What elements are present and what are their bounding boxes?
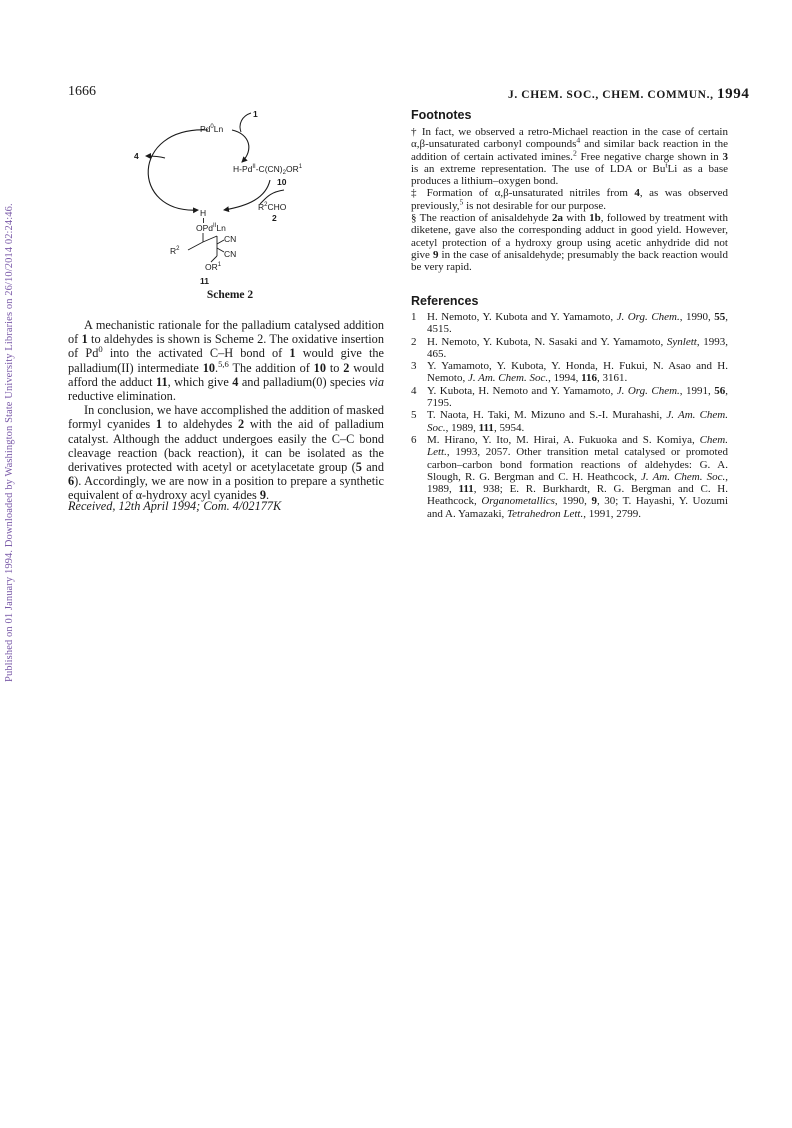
adduct-opd-label: OPd$^{II}$Ln [196, 223, 226, 233]
footnotes-list [411, 126, 728, 274]
adduct-h-label: H [200, 208, 207, 218]
download-notice: Published on 01 January 1994. Downloaded by Washington State University Libraries on 26/10/2014 02:24:46. [4, 203, 15, 682]
adduct-11-number: 11 [200, 276, 209, 286]
reagent-1-arrow [240, 113, 251, 132]
intermediate-10-label: $H-Pd^{II}-C(CN)_2OR^1$ [233, 164, 303, 176]
footnotes-heading: Footnotes [411, 108, 472, 122]
reference-item [411, 434, 728, 520]
reference-number: 3 [411, 360, 417, 373]
reference-number: 4 [411, 384, 417, 397]
reference-text: T. Naota, H. Taki, M. Mizuno and S.-I. Murahashi, J. Am. Chem. Soc., 1989, 111, 5954. [427, 409, 728, 434]
main-text-column [68, 318, 384, 503]
download-watermark [2, 14, 20, 684]
cycle-arc [148, 130, 208, 210]
reference-text: Y. Kubota, H. Nemoto and Y. Yamamoto, J. Org. Chem., 1991, 56, 7195. [427, 384, 728, 410]
journal-year: 1994 [717, 86, 750, 102]
aldehyde-number: 2 [272, 213, 277, 223]
oxidative-addition-arrow [232, 130, 249, 162]
catalytic-cycle-scheme [120, 106, 360, 286]
references-heading: References [411, 294, 479, 308]
adduct-or1-label: $OR^1$ [205, 262, 222, 272]
adduct-r2-label: $R^2$ [170, 246, 180, 256]
footnote: ‡ Formation of α,β-unsaturated nitriles from 4, as was observed previously,$^5$ is not desirable for our purpose. [411, 187, 729, 212]
reference-item [411, 409, 728, 434]
product-4-label: 4 [134, 151, 139, 161]
aldehyde-label: $R^2CHO$ [258, 202, 287, 212]
body-paragraph: In conclusion, we have accomplished the addition of masked formyl cyanides 1 to aldehydes 2 with the aid of palladium catalyst. Although the adduct undergoes easily the C–C bond cleavage reaction (back reaction), it can be isolated as the derivatives protected with acetyl or acetylacetate group (5 and 6). Accordingly, we are now in a position to prepare a synthetic equivalent of α-hydroxy acyl cyanides 9. [68, 403, 384, 503]
received-date: Received, 12th April 1994; Com. 4/02177K [68, 499, 282, 513]
reference-item [411, 336, 728, 361]
reference-text: Y. Yamamoto, Y. Kubota, Y. Honda, H. Fukui, N. Asao and H. Nemoto, J. Am. Chem. Soc., 1994, 116, 3161. [427, 360, 728, 385]
page-number: 1666 [68, 84, 96, 99]
journal-name: J. CHEM. SOC., CHEM. COMMUN., [508, 89, 714, 101]
footnote: † In fact, we observed a retro-Michael reaction in the case of certain α,β-unsaturated carbonyl compounds$^4$ and similar back reaction in the addition of certain activated imines.$^2$ Free negative charge shown in 3 is an extreme representation. The use of LDA or Bu$^t$Li as a base produces a lithium–oxygen bond. [411, 126, 728, 188]
intermediate-10-number: 10 [277, 177, 287, 187]
pd0-label: Pd$^0$Ln [200, 124, 224, 134]
reference-item [411, 311, 728, 336]
product-4-arrow [146, 156, 165, 158]
footnote: § The reaction of anisaldehyde 2a with 1b, followed by treatment with diketene, gave also the corresponding adduct in good yield. However, acetyl protection of a hydroxy group using acetic anhydride did not give 9 in the case of anisaldehyde; presumably the back reaction would be very rapid. [411, 212, 728, 274]
reference-item [411, 360, 728, 385]
reference-item [411, 385, 728, 410]
reference-number: 1 [411, 311, 417, 323]
references-list [411, 311, 728, 520]
reference-number: 2 [411, 335, 417, 348]
reference-text: M. Hirano, Y. Ito, M. Hirai, A. Fukuoka and S. Komiya, Chem. Lett., 1993, 2057. Other transition metal catalysed or promoted carbon–carbon bond formation reactions of aldehydes: G. A. Slough, R. G. Bergman and C. H. Heathcock, J. Am. Chem. Soc., 1989, 111, 938; E. R. Burkhardt, R. G. Bergman and C. H. Heathcock, Organometallics, 1990, 9, 30; T. Hayashi, Y. Uozumi and A. Yamazaki, Tetrahedron Lett., 1991, 2799. [427, 433, 729, 520]
adduct-cn-1: CN [224, 234, 237, 244]
running-head [508, 86, 749, 103]
body-paragraph: A mechanistic rationale for the palladium catalysed addition of 1 to aldehydes is shown is Scheme 2. The oxidative insertion of Pd$^0$ into the activated C–H bond of 1 would give the palladium(II) intermediate 10.$^{5,6}$ The addition of 10 to 2 would afford the adduct 11, which give 4 and palladium(0) species via reductive elimination. [68, 318, 384, 404]
reagent-1-label: 1 [253, 109, 258, 119]
reference-number: 6 [411, 433, 417, 446]
reference-number: 5 [411, 409, 417, 422]
scheme-caption: Scheme 2 [206, 289, 254, 301]
reference-text: H. Nemoto, Y. Kubota and Y. Yamamoto, J. Org. Chem., 1990, 55, 4515. [427, 311, 729, 336]
adduct-cn-2: CN [224, 249, 237, 259]
reference-text: H. Nemoto, Y. Kubota, N. Sasaki and Y. Yamamoto, Synlett, 1993, 465. [427, 335, 728, 360]
